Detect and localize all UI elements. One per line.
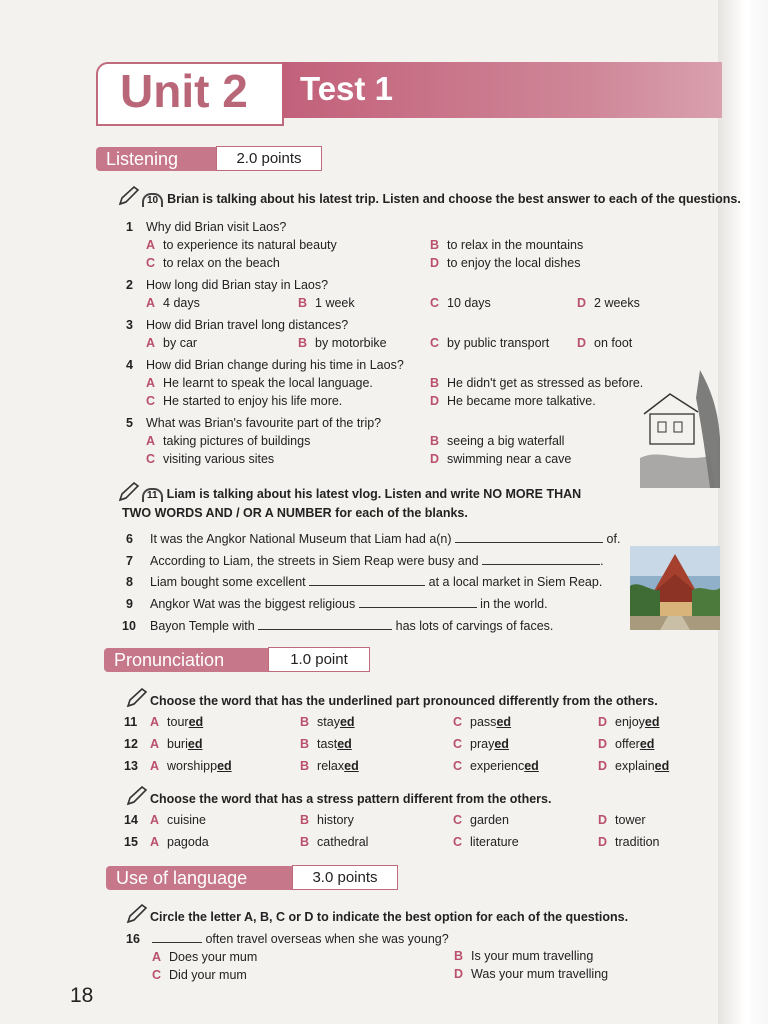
headphones-icon: 10	[142, 193, 163, 207]
option-b[interactable]: B relaxed	[300, 759, 359, 773]
headphones-icon: 11	[142, 488, 163, 502]
pronunciation-part1-instruction: Choose the word that has the underlined part pronounced differently from the others.	[150, 694, 658, 708]
option-d[interactable]: D swimming near a cave	[430, 452, 572, 466]
question-text: Why did Brian visit Laos?	[146, 220, 287, 234]
answer-blank[interactable]	[482, 564, 600, 565]
option-b[interactable]: B 1 week	[298, 296, 355, 310]
section-pronunciation-points: 1.0 point	[268, 647, 370, 672]
question-number: 2	[126, 278, 133, 292]
option-b[interactable]: B seeing a big waterfall	[430, 434, 565, 448]
section-listening-points: 2.0 points	[216, 146, 322, 171]
listening-part2-instruction-line2: TWO WORDS AND / OR A NUMBER for each of the blanks.	[122, 506, 468, 520]
option-c[interactable]: C by public transport	[430, 336, 550, 350]
answer-blank[interactable]	[258, 629, 392, 630]
option-a[interactable]: A to experience its natural beauty	[146, 238, 337, 252]
section-use-of-language-label: Use of language	[106, 866, 298, 890]
option-c[interactable]: C Did your mum	[152, 968, 247, 982]
question-text: What was Brian's favourite part of the trip?	[146, 416, 382, 430]
item-number: 11	[124, 715, 138, 729]
option-c[interactable]: C passed	[453, 715, 512, 729]
option-c[interactable]: C visiting various sites	[146, 452, 275, 466]
option-a[interactable]: A He learnt to speak the local language.	[146, 376, 373, 390]
pencil-icon	[126, 904, 148, 924]
pencil-icon	[118, 482, 140, 502]
section-listening-label: Listening	[96, 147, 222, 171]
option-a[interactable]: A taking pictures of buildings	[146, 434, 311, 448]
use-of-language-instruction: Circle the letter A, B, C or D to indicate the best option for each of the questions.	[150, 910, 629, 924]
option-a[interactable]: A buried	[150, 737, 203, 751]
question-number: 5	[126, 416, 133, 430]
option-a[interactable]: A pagoda	[150, 835, 209, 849]
pencil-icon	[126, 688, 148, 708]
house-sketch-illustration	[640, 368, 722, 490]
page-edge	[718, 0, 768, 1024]
gap-fill-item: Bayon Temple with has lots of carvings of faces.	[150, 619, 554, 633]
question-text: often travel overseas when she was young?	[152, 932, 449, 946]
gap-fill-item: It was the Angkor National Museum that Liam had a(n) of.	[150, 532, 621, 546]
item-number: 7	[126, 554, 133, 568]
option-a[interactable]: A toured	[150, 715, 204, 729]
option-c[interactable]: C 10 days	[430, 296, 491, 310]
question-number: 4	[126, 358, 133, 372]
section-pronunciation-label: Pronunciation	[104, 648, 274, 672]
item-number: 14	[124, 813, 138, 827]
item-number: 10	[122, 619, 136, 633]
answer-blank[interactable]	[359, 607, 477, 608]
option-d[interactable]: D on foot	[577, 336, 633, 350]
item-number: 8	[126, 575, 133, 589]
question-number: 16	[126, 932, 140, 946]
option-c[interactable]: C to relax on the beach	[146, 256, 280, 270]
option-d[interactable]: D 2 weeks	[577, 296, 640, 310]
item-number: 13	[124, 759, 138, 773]
gap-fill-item: Angkor Wat was the biggest religious in the world.	[150, 597, 548, 611]
question-number: 3	[126, 318, 133, 332]
item-number: 9	[126, 597, 133, 611]
option-a[interactable]: A Does your mum	[152, 950, 258, 964]
option-c[interactable]: C garden	[453, 813, 509, 827]
option-a[interactable]: A worshipped	[150, 759, 232, 773]
item-number: 6	[126, 532, 133, 546]
option-c[interactable]: C He started to enjoy his life more.	[146, 394, 343, 408]
gap-fill-item: According to Liam, the streets in Siem Reap were busy and .	[150, 554, 604, 568]
question-text: How did Brian change during his time in Laos?	[146, 358, 404, 372]
option-a[interactable]: A cuisine	[150, 813, 206, 827]
pronunciation-part2-instruction: Choose the word that has a stress pattern different from the others.	[150, 792, 552, 806]
gap-fill-item: Liam bought some excellent at a local market in Siem Reap.	[150, 575, 603, 589]
question-text: How did Brian travel long distances?	[146, 318, 349, 332]
option-b[interactable]: B history	[300, 813, 354, 827]
option-b[interactable]: B He didn't get as stressed as before.	[430, 376, 644, 390]
option-b[interactable]: B cathedral	[300, 835, 369, 849]
option-d[interactable]: D enjoyed	[598, 715, 660, 729]
item-number: 15	[124, 835, 138, 849]
unit-title: Unit 2	[120, 65, 248, 117]
test-title: Test 1	[300, 70, 393, 107]
option-b[interactable]: B by motorbike	[298, 336, 387, 350]
option-a[interactable]: A by car	[146, 336, 198, 350]
option-b[interactable]: B to relax in the mountains	[430, 238, 584, 252]
temple-photo	[630, 546, 720, 630]
option-d[interactable]: D tower	[598, 813, 646, 827]
listening-part1-instruction: 10 Brian is talking about his latest trip. Listen and choose the best answer to each of the questions.	[142, 192, 741, 207]
option-d[interactable]: D He became more talkative.	[430, 394, 596, 408]
pencil-icon	[126, 786, 148, 806]
option-b[interactable]: B Is your mum travelling	[454, 949, 594, 963]
option-c[interactable]: C literature	[453, 835, 519, 849]
option-d[interactable]: D to enjoy the local dishes	[430, 256, 581, 270]
option-c[interactable]: C experienced	[453, 759, 539, 773]
option-c[interactable]: C prayed	[453, 737, 509, 751]
option-d[interactable]: D tradition	[598, 835, 660, 849]
answer-blank[interactable]	[455, 542, 603, 543]
pencil-icon	[118, 186, 140, 206]
section-use-of-language-points: 3.0 points	[292, 865, 398, 890]
answer-blank[interactable]	[152, 942, 202, 943]
item-number: 12	[124, 737, 138, 751]
question-text: How long did Brian stay in Laos?	[146, 278, 329, 292]
option-d[interactable]: D Was your mum travelling	[454, 967, 609, 981]
option-a[interactable]: A 4 days	[146, 296, 200, 310]
question-number: 1	[126, 220, 133, 234]
option-b[interactable]: B tasted	[300, 737, 352, 751]
option-d[interactable]: D explained	[598, 759, 670, 773]
listening-part2-instruction: 11 Liam is talking about his latest vlog. Listen and write NO MORE THAN	[142, 487, 581, 502]
page-number: 18	[70, 984, 94, 1007]
option-b[interactable]: B stayed	[300, 715, 355, 729]
option-d[interactable]: D offered	[598, 737, 655, 751]
answer-blank[interactable]	[309, 585, 425, 586]
